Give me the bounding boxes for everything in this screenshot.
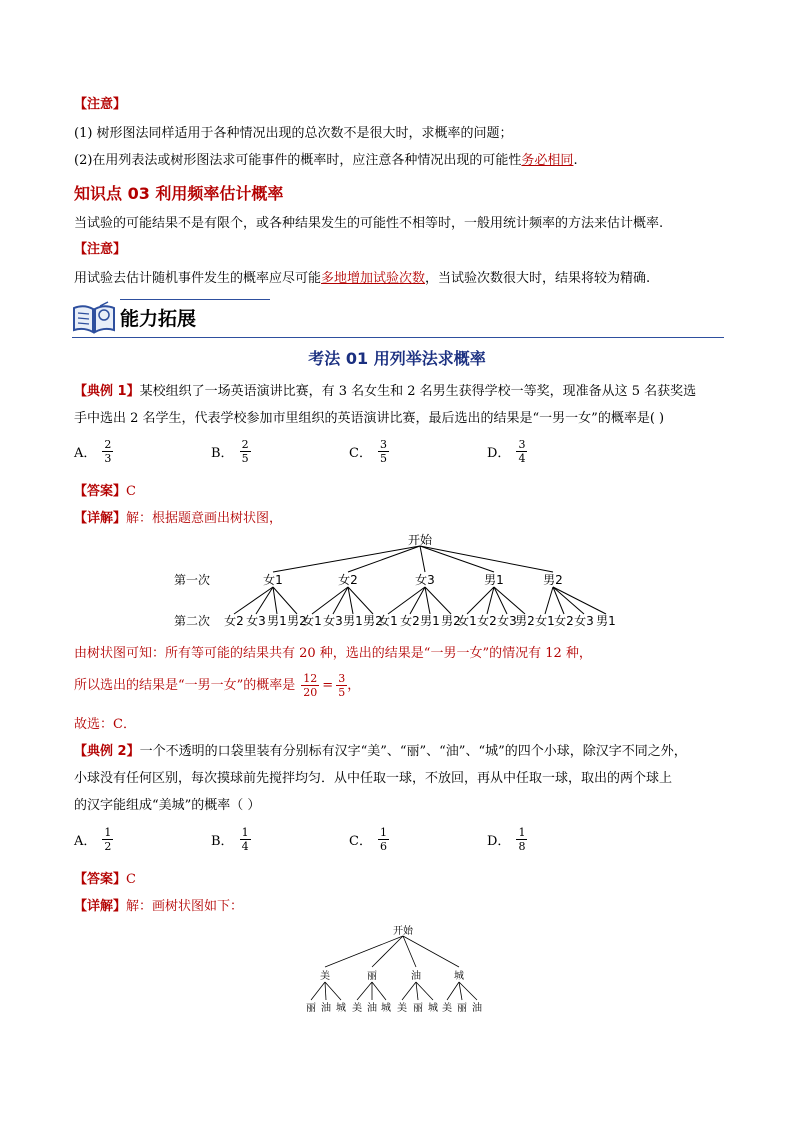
note-label-1: 【注意】 xyxy=(74,97,127,112)
tree2-l2-node: 油 xyxy=(472,1003,482,1014)
ex2-option-c: C． $\frac{1}{6}$ xyxy=(349,826,387,853)
note2-underlined: 多地增加试验次数 xyxy=(321,271,426,286)
note2-text: 用试验去估计随机事件发生的概率应尽可能多地增加试验次数，当试验次数很大时，结果将较为精确. xyxy=(74,271,651,286)
tree1-l2-node: 男1 xyxy=(420,614,440,628)
tree1-l2-node: 男2 xyxy=(441,614,461,628)
tree1-l2-node: 男2 xyxy=(287,614,307,628)
tree1-l2-node: 女2 xyxy=(224,614,244,628)
tree1-l2-node: 男1 xyxy=(343,614,363,628)
tree1-l1-node: 男1 xyxy=(484,573,504,587)
ex1-option-a: A． $\frac{2}{3}$ xyxy=(74,438,112,465)
ex2-answer: 【答案】C xyxy=(74,872,136,887)
ex1-option-b: B． $\frac{2}{5}$ xyxy=(211,438,249,465)
tree1-l1-node: 女1 xyxy=(263,573,283,587)
tree1-l2-node: 女1 xyxy=(378,614,398,628)
note1-item2-underlined: 务必相同 xyxy=(521,153,574,168)
tree1-row1-label: 第一次 xyxy=(173,573,211,587)
tree2-l2-node: 美 xyxy=(442,1003,452,1014)
ex1-line2: 手中选出 2 名学生，代表学校参加市里组织的英语演讲比赛，最后选出的结果是“一男一女”的概率是( ) xyxy=(74,411,665,426)
ex1-conclusion1: 由树状图可知：所有等可能的结果共有 20 种，选出的结果是“一男一女”的情况有 12 种， xyxy=(74,646,592,661)
ex1-choose: 故选：C． xyxy=(74,717,136,732)
tree2-l2-node: 丽 xyxy=(457,1003,467,1014)
ex2-option-b: B． $\frac{1}{4}$ xyxy=(211,826,249,853)
ex2-line2: 小球没有任何区别，每次摸球前先搅拌均匀．从中任取一球，不放回，再从中任取一球，取出的两个球上 xyxy=(74,771,673,786)
ex2-option-d: D． $\frac{1}{8}$ xyxy=(487,826,526,853)
tree2-l1-node: 丽 xyxy=(367,971,377,982)
section-title: 能力拓展 xyxy=(120,308,197,330)
knowledge-point-title: 知识点 03 利用频率估计概率 xyxy=(74,184,284,203)
tree1-l2-node: 女3 xyxy=(323,614,343,628)
tree2-l2-node: 丽 xyxy=(306,1003,316,1014)
tree2-l2-node: 城 xyxy=(428,1003,438,1014)
tree1-l2-node: 女2 xyxy=(554,614,574,628)
tree2-l2-node: 油 xyxy=(367,1003,377,1014)
tree1-l2-node: 男2 xyxy=(515,614,535,628)
method-title: 考法 01 用列举法求概率 xyxy=(308,349,486,368)
tree2-root: 开始 xyxy=(393,926,413,937)
section-banner xyxy=(72,296,724,338)
ex2-detail: 【详解】解：画树状图如下： xyxy=(74,899,244,914)
ex2-line1: 【典例 2】一个不透明的口袋里装有分别标有汉字“美”、“丽”、“油”、“城”的四个小球，除汉字不同之外， xyxy=(74,744,687,759)
ex2-line3: 的汉字能组成“美城”的概率（ ） xyxy=(74,798,261,813)
tree1-l2-node: 女1 xyxy=(457,614,477,628)
tree1-l2-node: 女3 xyxy=(246,614,266,628)
ex1-answer: 【答案】C xyxy=(74,484,136,499)
tree1-l1-node: 女2 xyxy=(338,573,358,587)
tree1-l2-node: 男1 xyxy=(596,614,616,628)
tree1-l2-node: 女2 xyxy=(477,614,497,628)
tree1-l2-node: 男1 xyxy=(267,614,287,628)
open-book-icon xyxy=(72,300,116,336)
tree2-l2-node: 城 xyxy=(381,1003,391,1014)
tree-diagram-1 xyxy=(160,532,640,637)
note-label-2: 【注意】 xyxy=(74,242,127,257)
tree1-l2-node: 女3 xyxy=(497,614,517,628)
ex1-line1: 【典例 1】某校组织了一场英语演讲比赛，有 3 名女生和 2 名男生获得学校一等奖，现准备从这 5 名获奖选 xyxy=(74,384,697,399)
tree1-l2-node: 女1 xyxy=(302,614,322,628)
tree1-row2-label: 第二次 xyxy=(173,614,211,628)
tree-diagram-2 xyxy=(295,922,495,1014)
tree1-l1-node: 男2 xyxy=(543,573,563,587)
ex1-conclusion2: 所以选出的结果是“一男一女”的概率是 $\frac{12}{20}$ = $\frac{3}{5}$ ， xyxy=(74,672,361,699)
tree1-l2-node: 男2 xyxy=(363,614,383,628)
note1-item2: (2)在用列表法或树形图法求可能事件的概率时，应注意各种情况出现的可能性务必相同. xyxy=(74,153,578,168)
tree1-l1-node: 女3 xyxy=(415,573,435,587)
tree1-root: 开始 xyxy=(407,533,433,547)
ex1-option-c: C． $\frac{3}{5}$ xyxy=(349,438,387,465)
tree2-l1-node: 城 xyxy=(454,971,464,982)
tree2-l2-node: 美 xyxy=(352,1003,362,1014)
tree1-l2-node: 女2 xyxy=(400,614,420,628)
note1-item1: (1) 树形图法同样适用于各种情况出现的总次数不是很大时，求概率的问题； xyxy=(74,126,513,141)
ex2-option-a: A． $\frac{1}{2}$ xyxy=(74,826,112,853)
ex1-option-d: D． $\frac{3}{4}$ xyxy=(487,438,526,465)
tree2-l1-node: 美 xyxy=(320,971,330,982)
tree2-l2-node: 油 xyxy=(321,1003,331,1014)
kp3-text: 当试验的可能结果不是有限个，或各种结果发生的可能性不相等时，一般用统计频率的方法来估计概率. xyxy=(74,216,664,231)
ex1-detail: 【详解】解：根据题意画出树状图， xyxy=(74,511,283,526)
tree2-l2-node: 丽 xyxy=(413,1003,423,1014)
tree2-l2-node: 城 xyxy=(336,1003,346,1014)
tree1-l2-node: 女3 xyxy=(574,614,594,628)
tree2-l1-node: 油 xyxy=(411,971,421,982)
tree1-l2-node: 女1 xyxy=(535,614,555,628)
tree2-l2-node: 美 xyxy=(397,1003,407,1014)
